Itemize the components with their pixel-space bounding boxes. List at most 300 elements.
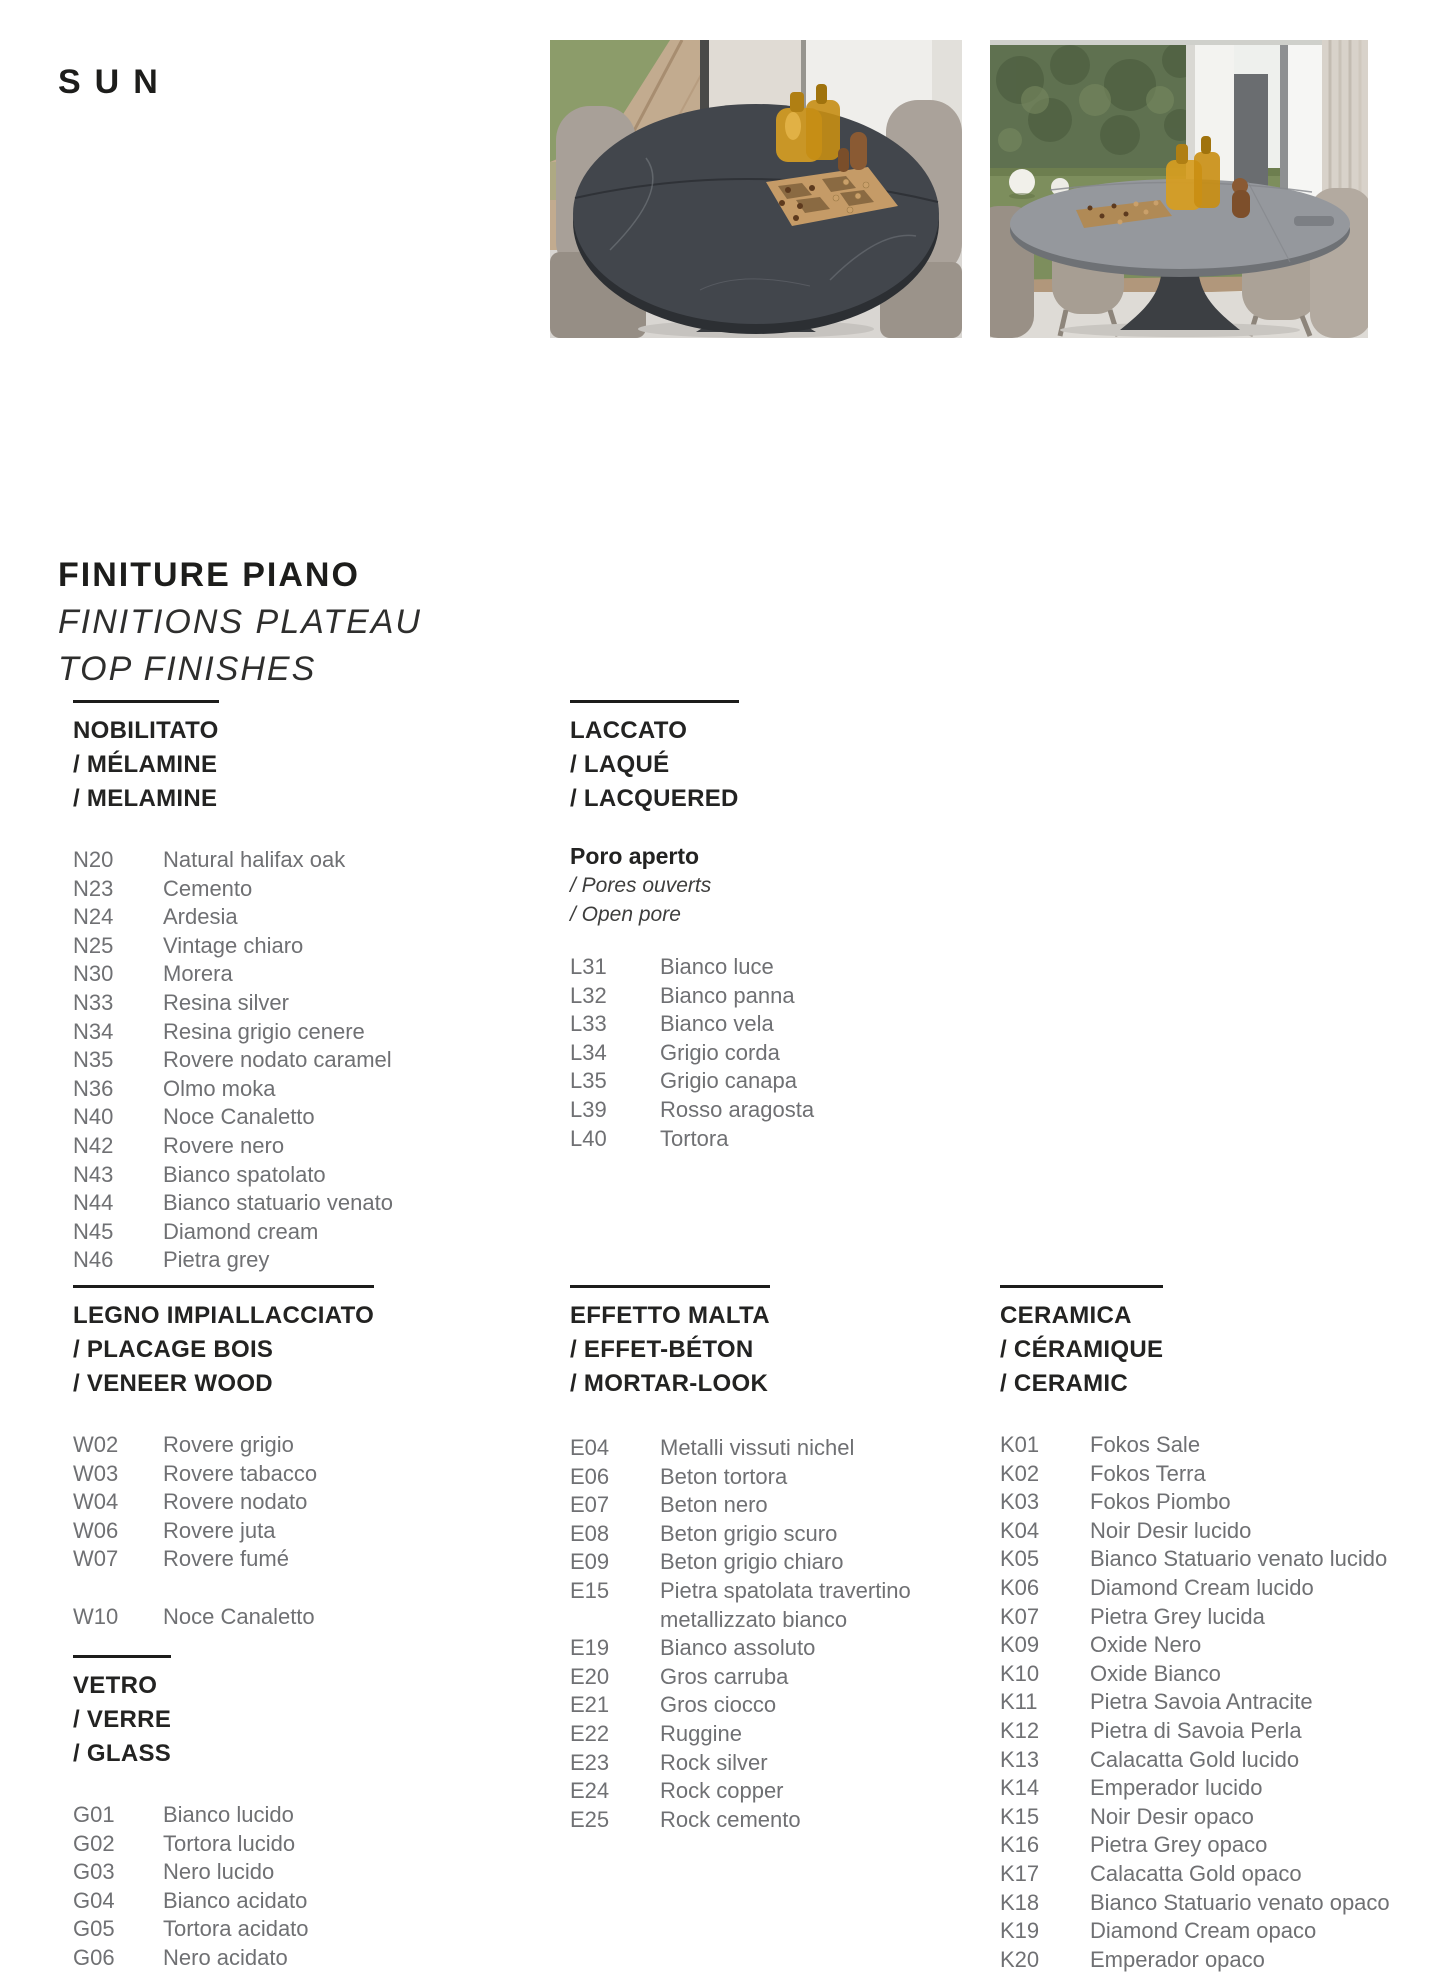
- finish-name-line: Beton grigio scuro: [660, 1520, 838, 1546]
- finish-name: [1090, 1860, 1445, 1889]
- finish-name: [1090, 1831, 1445, 1860]
- subheading-french: / Pores ouverts: [570, 874, 712, 897]
- finish-item: [73, 1046, 508, 1075]
- finish-name-line: Rovere nero: [163, 1132, 285, 1158]
- finish-list: [73, 1801, 508, 1973]
- finish-name: [660, 1777, 995, 1806]
- finish-name: [1090, 1517, 1445, 1546]
- subheading-italian: Poro aperto: [570, 843, 700, 869]
- finish-item: [570, 1125, 990, 1154]
- finish-item: [570, 1663, 995, 1692]
- finish-name-line: Pietra Grey opaco: [1090, 1832, 1268, 1858]
- finish-name: [163, 1431, 518, 1460]
- finish-name: [163, 903, 508, 932]
- finish-code: E23: [570, 1749, 610, 1775]
- finish-item: [73, 1431, 518, 1460]
- finish-code: K02: [1000, 1460, 1040, 1486]
- finish-item: [73, 846, 508, 875]
- finish-name-line: Vintage chiaro: [163, 932, 304, 958]
- finish-name-line: Fokos Piombo: [1090, 1489, 1231, 1515]
- finish-item: [570, 1010, 990, 1039]
- section-title-line: / VERRE: [73, 1706, 172, 1733]
- finish-name-line: Rovere nodato caramel: [163, 1047, 392, 1073]
- finish-name-line: Gros carruba: [660, 1663, 789, 1689]
- finish-code: K09: [1000, 1632, 1040, 1658]
- finish-code: E20: [570, 1663, 610, 1689]
- finish-code: K06: [1000, 1574, 1040, 1600]
- finish-name-line: metallizzato bianco: [660, 1606, 848, 1632]
- finish-item: [73, 1246, 508, 1275]
- finish-item: [570, 1463, 995, 1492]
- finish-item: [73, 1103, 508, 1132]
- finish-name: [660, 1577, 995, 1634]
- finish-item: [73, 1603, 518, 1632]
- finish-name-line: Diamond Cream lucido: [1090, 1574, 1314, 1600]
- finish-item: [1000, 1574, 1445, 1603]
- finish-name: [660, 1039, 990, 1068]
- finish-name: [163, 1915, 508, 1944]
- product-photo-extended-table: [990, 40, 1368, 338]
- finish-code: E06: [570, 1463, 610, 1489]
- finish-name: [163, 1246, 508, 1275]
- finish-item: [1000, 1488, 1445, 1517]
- finish-item: [570, 1520, 995, 1549]
- finish-name: [660, 1491, 995, 1520]
- finish-code: N42: [73, 1132, 114, 1158]
- finish-code: G02: [73, 1830, 115, 1856]
- finish-item: [73, 1488, 518, 1517]
- finish-name-line: Rovere nodato: [163, 1489, 308, 1515]
- finish-name-line: Metalli vissuti nichel: [660, 1435, 855, 1460]
- finish-name-line: Rovere grigio: [163, 1432, 294, 1457]
- finish-code: N45: [73, 1218, 114, 1244]
- finish-code: K07: [1000, 1603, 1040, 1629]
- finish-name-line: Bianco vela: [660, 1011, 774, 1037]
- finish-name: [1090, 1603, 1445, 1632]
- section-title-line: EFFETTO MALTA: [570, 1302, 770, 1329]
- finish-name: [163, 960, 508, 989]
- finish-item: [570, 1806, 995, 1835]
- finish-code: N20: [73, 847, 114, 872]
- section-title: [73, 714, 219, 816]
- section-nobilitato: [73, 700, 508, 1275]
- finish-name-line: Beton nero: [660, 1492, 768, 1518]
- page-heading: [58, 552, 422, 693]
- finish-name-line: Fokos Terra: [1090, 1460, 1206, 1486]
- wood-bird-figure: [1232, 178, 1250, 218]
- finish-name-line: Ruggine: [660, 1720, 742, 1746]
- finish-name: [163, 989, 508, 1018]
- finish-name-line: Pietra grey: [163, 1247, 270, 1273]
- finish-name: [660, 1634, 995, 1663]
- finish-item: [1000, 1717, 1445, 1746]
- finish-item: [570, 1749, 995, 1778]
- finish-item: [1000, 1831, 1445, 1860]
- finish-code: K20: [1000, 1946, 1040, 1972]
- finish-item: [73, 1545, 518, 1574]
- finish-name: [660, 982, 990, 1011]
- finish-name: [660, 1720, 995, 1749]
- finish-code: W04: [73, 1489, 119, 1515]
- garden-hedge: [990, 40, 1204, 172]
- finish-name-line: Morera: [163, 961, 233, 987]
- section-title-line: / MELAMINE: [73, 785, 218, 812]
- finish-name: [1090, 1545, 1445, 1574]
- finish-code: K11: [1000, 1689, 1038, 1715]
- finish-name-line: Nero lucido: [163, 1859, 275, 1885]
- finish-code: N40: [73, 1104, 114, 1130]
- finish-name: [1090, 1688, 1445, 1717]
- finish-code: N34: [73, 1018, 114, 1044]
- section-title-line: / MORTAR-LOOK: [570, 1370, 769, 1397]
- finish-name: [1090, 1488, 1445, 1517]
- finish-name-line: Rovere juta: [163, 1517, 276, 1543]
- finish-name: [163, 1460, 518, 1489]
- finish-code: G06: [73, 1944, 115, 1970]
- finish-code: G03: [73, 1859, 115, 1885]
- finish-item: [570, 953, 990, 982]
- finish-item: [73, 932, 508, 961]
- finish-name: [1090, 1889, 1445, 1918]
- finish-code: E04: [570, 1435, 610, 1460]
- finish-code: N36: [73, 1075, 114, 1101]
- finish-item: [73, 1161, 508, 1190]
- finish-code: K01: [1000, 1432, 1040, 1457]
- section-title: [1000, 1299, 1163, 1401]
- heading-english: TOP FINISHES: [58, 650, 317, 688]
- finish-code: K14: [1000, 1775, 1040, 1801]
- finish-name-line: Beton tortora: [660, 1463, 788, 1489]
- finish-name-line: Bianco statuario venato: [163, 1190, 393, 1216]
- finish-name: [163, 846, 508, 875]
- section-title: [570, 1299, 770, 1401]
- finish-name: [1090, 1460, 1445, 1489]
- finish-name: [163, 1801, 508, 1830]
- finish-code: K05: [1000, 1546, 1040, 1572]
- finish-code: L31: [570, 954, 607, 979]
- finish-name: [660, 1548, 995, 1577]
- section-title-line: / CÉRAMIQUE: [1000, 1336, 1164, 1363]
- section-title-line: NOBILITATO: [73, 717, 219, 744]
- finish-item: [570, 1577, 995, 1634]
- section-title-line: LACCATO: [570, 717, 688, 744]
- finish-name-line: Rock cemento: [660, 1806, 801, 1832]
- finish-code: K19: [1000, 1918, 1040, 1944]
- finish-name-line: Noir Desir lucido: [1090, 1517, 1252, 1543]
- finish-name: [163, 1018, 508, 1047]
- finish-name: [163, 1858, 508, 1887]
- finish-item: [570, 1777, 995, 1806]
- finish-name: [1090, 1803, 1445, 1832]
- finish-item: [570, 1691, 995, 1720]
- section-title-line: / EFFET-BÉTON: [570, 1336, 754, 1363]
- finish-code: K10: [1000, 1660, 1040, 1686]
- finish-name-line: Pietra di Savoia Perla: [1090, 1717, 1302, 1743]
- finish-name-line: Grigio corda: [660, 1039, 780, 1065]
- finish-item: [73, 875, 508, 904]
- finish-name: [660, 1806, 995, 1835]
- finish-name-line: Natural halifax oak: [163, 847, 346, 872]
- finish-name: [163, 1517, 518, 1546]
- finish-name: [163, 1545, 518, 1574]
- finish-item: [73, 1189, 508, 1218]
- finish-item: [73, 1915, 508, 1944]
- finish-item: [1000, 1946, 1445, 1975]
- finish-item: [570, 1491, 995, 1520]
- finish-code: N43: [73, 1161, 114, 1187]
- section-title: [73, 1669, 171, 1771]
- section-laccato: [570, 700, 990, 1153]
- finish-code: L33: [570, 1011, 607, 1037]
- finish-name: [660, 1463, 995, 1492]
- finish-item: [570, 982, 990, 1011]
- finish-name-line: Bianco luce: [660, 954, 774, 979]
- finish-item: [1000, 1517, 1445, 1546]
- section-title-line: / MÉLAMINE: [73, 751, 218, 778]
- finish-code: N44: [73, 1190, 114, 1216]
- finish-code: K04: [1000, 1517, 1040, 1543]
- finish-name-line: Rock silver: [660, 1749, 768, 1775]
- finish-name: [660, 1520, 995, 1549]
- finish-code: W03: [73, 1460, 119, 1486]
- finish-name-line: Bianco spatolato: [163, 1161, 326, 1187]
- finish-code: E21: [570, 1692, 610, 1718]
- finish-name: [1090, 1717, 1445, 1746]
- finish-name: [163, 1046, 508, 1075]
- finish-code: K16: [1000, 1832, 1040, 1858]
- finish-item: [570, 1039, 990, 1068]
- finish-name: [1090, 1660, 1445, 1689]
- heading-italian: FINITURE PIANO: [58, 556, 360, 594]
- finish-item: [1000, 1545, 1445, 1574]
- finish-name-line: Rovere tabacco: [163, 1460, 318, 1486]
- finish-name-line: Pietra spatolata travertino: [660, 1577, 911, 1603]
- finish-item: [1000, 1889, 1445, 1918]
- section-title-line: CERAMICA: [1000, 1302, 1132, 1329]
- finish-name: [163, 1887, 508, 1916]
- open-pore-subheading: [570, 842, 990, 929]
- finish-item: [570, 1548, 995, 1577]
- finish-name-line: Pietra Savoia Antracite: [1090, 1689, 1313, 1715]
- finish-code: E07: [570, 1492, 610, 1518]
- section-title: [570, 714, 739, 816]
- finish-code: E22: [570, 1720, 610, 1746]
- section-title-line: / LAQUÉ: [570, 751, 670, 778]
- finish-name-line: Bianco acidato: [163, 1887, 308, 1913]
- finish-name-line: Bianco Statuario venato lucido: [1090, 1546, 1388, 1572]
- finish-code: N24: [73, 904, 114, 930]
- finish-name-line: Resina grigio cenere: [163, 1018, 365, 1044]
- finish-name-line: Bianco lucido: [163, 1802, 294, 1827]
- subheading-english: / Open pore: [570, 903, 681, 926]
- finish-code: K03: [1000, 1489, 1040, 1515]
- finish-name-line: Noir Desir opaco: [1090, 1803, 1254, 1829]
- finish-code: N33: [73, 989, 114, 1015]
- section-title-line: VETRO: [73, 1672, 158, 1699]
- section-title-line: / CERAMIC: [1000, 1370, 1129, 1397]
- finish-name: [1090, 1574, 1445, 1603]
- finish-name-line: Rovere fumé: [163, 1546, 289, 1572]
- finish-item: [1000, 1917, 1445, 1946]
- finish-code: W10: [73, 1603, 119, 1629]
- finish-code: L32: [570, 982, 607, 1008]
- finish-name-line: Emperador lucido: [1090, 1775, 1263, 1801]
- finish-name: [163, 1103, 508, 1132]
- finish-item: [73, 1858, 508, 1887]
- finish-name: [660, 1010, 990, 1039]
- finish-item: [73, 1944, 508, 1973]
- finish-item: [570, 1434, 995, 1463]
- finish-item: [1000, 1860, 1445, 1889]
- finish-list: [570, 953, 990, 1153]
- finish-name-line: Bianco assoluto: [660, 1635, 816, 1661]
- finish-code: N35: [73, 1047, 114, 1073]
- section-title: [73, 1299, 374, 1401]
- finish-name-line: Bianco Statuario venato opaco: [1090, 1889, 1390, 1915]
- finish-name-line: Noce Canaletto: [163, 1603, 315, 1629]
- finish-code: E09: [570, 1549, 610, 1575]
- finish-code: K12: [1000, 1717, 1040, 1743]
- section-rule: [570, 1285, 770, 1401]
- finish-name-line: Rosso aragosta: [660, 1096, 815, 1122]
- finish-list: [73, 846, 508, 1275]
- finish-item: [1000, 1603, 1445, 1632]
- finish-code: E19: [570, 1635, 610, 1661]
- finish-item: [73, 1460, 518, 1489]
- finish-code: L35: [570, 1068, 607, 1094]
- finish-item: [73, 989, 508, 1018]
- finish-name: [1090, 1431, 1445, 1460]
- finish-name: [660, 1067, 990, 1096]
- finish-item: [570, 1096, 990, 1125]
- finish-code: K17: [1000, 1860, 1040, 1886]
- finish-code: W06: [73, 1517, 119, 1543]
- finish-item: [570, 1720, 995, 1749]
- finish-name: [660, 1434, 995, 1463]
- finish-code: L39: [570, 1096, 607, 1122]
- finish-code: L34: [570, 1039, 607, 1065]
- section-vetro: [73, 1655, 508, 1973]
- finish-name: [660, 1749, 995, 1778]
- finish-name-line: Ardesia: [163, 904, 238, 930]
- finish-item: [73, 903, 508, 932]
- section-effetto-malta: [570, 1285, 995, 1834]
- finish-name-line: Diamond cream: [163, 1218, 319, 1244]
- finish-name: [660, 1096, 990, 1125]
- finish-name: [163, 875, 508, 904]
- section-title-line: LEGNO IMPIALLACCIATO: [73, 1302, 375, 1329]
- finish-code: K18: [1000, 1889, 1040, 1915]
- finish-name: [660, 953, 990, 982]
- finish-item: [1000, 1631, 1445, 1660]
- finish-name-line: Nero acidato: [163, 1944, 288, 1970]
- finish-name: [163, 1075, 508, 1104]
- finish-name-line: Pietra Grey lucida: [1090, 1603, 1265, 1629]
- finish-name-line: Gros ciocco: [660, 1692, 777, 1718]
- section-title-line: / VENEER WOOD: [73, 1370, 273, 1397]
- finish-item: [73, 1018, 508, 1047]
- finish-item: [73, 1075, 508, 1104]
- finish-code: N23: [73, 875, 114, 901]
- product-photo-round-table: [550, 40, 962, 338]
- section-title-line: / PLACAGE BOIS: [73, 1336, 274, 1363]
- finish-name: [660, 1691, 995, 1720]
- finish-item: [570, 1067, 990, 1096]
- finish-name-line: Calacatta Gold opaco: [1090, 1860, 1302, 1886]
- finish-name: [1090, 1946, 1445, 1975]
- finish-item: [1000, 1803, 1445, 1832]
- finish-code: E08: [570, 1520, 610, 1546]
- finish-name: [163, 1132, 508, 1161]
- section-ceramica: [1000, 1285, 1445, 1974]
- finish-item: [1000, 1660, 1445, 1689]
- finish-name-line: Oxide Bianco: [1090, 1660, 1221, 1686]
- finish-code: N25: [73, 932, 114, 958]
- finish-name-line: Cemento: [163, 875, 253, 901]
- finish-item: [73, 1132, 508, 1161]
- sphere-lamp: [1009, 169, 1035, 195]
- finish-name: [163, 1488, 518, 1517]
- finish-code: N30: [73, 961, 114, 987]
- finish-item: [1000, 1774, 1445, 1803]
- finish-item: [1000, 1746, 1445, 1775]
- finish-code: N46: [73, 1247, 114, 1273]
- finish-list: [570, 1434, 995, 1834]
- section-rule: [73, 700, 219, 816]
- finish-name-line: Tortora acidato: [163, 1916, 309, 1942]
- finish-name-line: Beton grigio chiaro: [660, 1549, 844, 1575]
- finish-code: W07: [73, 1546, 119, 1572]
- section-rule: [1000, 1285, 1163, 1401]
- finish-name-line: Oxide Nero: [1090, 1632, 1202, 1658]
- finish-name-line: Tortora: [660, 1125, 729, 1151]
- finish-name: [1090, 1917, 1445, 1946]
- section-rule: [73, 1285, 374, 1401]
- finish-name: [1090, 1746, 1445, 1775]
- finish-name: [163, 1830, 508, 1859]
- finish-item: [73, 1801, 508, 1830]
- finish-name: [163, 1161, 508, 1190]
- finish-name: [660, 1663, 995, 1692]
- finish-name-line: Diamond Cream opaco: [1090, 1918, 1317, 1944]
- finish-item: [73, 1218, 508, 1247]
- finish-code: G05: [73, 1916, 115, 1942]
- finish-name-line: Olmo moka: [163, 1075, 276, 1101]
- finish-code: E24: [570, 1778, 610, 1804]
- finish-code: E15: [570, 1577, 610, 1603]
- finish-name-line: Rock copper: [660, 1778, 784, 1804]
- finish-name-line: Bianco panna: [660, 982, 795, 1008]
- finish-name: [1090, 1774, 1445, 1803]
- finish-list: [1000, 1431, 1445, 1974]
- finish-item: [73, 1517, 518, 1546]
- finish-item: [1000, 1431, 1445, 1460]
- finish-name: [660, 1125, 990, 1154]
- finish-item: [1000, 1460, 1445, 1489]
- finish-name-line: Resina silver: [163, 989, 289, 1015]
- section-legno-impiallacciato: [73, 1285, 518, 1632]
- finish-name: [1090, 1631, 1445, 1660]
- finish-name: [163, 932, 508, 961]
- finish-code: L40: [570, 1125, 607, 1151]
- finish-name-line: Emperador opaco: [1090, 1946, 1265, 1972]
- finish-code: K13: [1000, 1746, 1040, 1772]
- heading-french: FINITIONS PLATEAU: [58, 603, 422, 641]
- finish-name: [163, 1944, 508, 1973]
- finish-item: [73, 1830, 508, 1859]
- finish-list: [73, 1431, 518, 1632]
- section-rule: [570, 700, 739, 816]
